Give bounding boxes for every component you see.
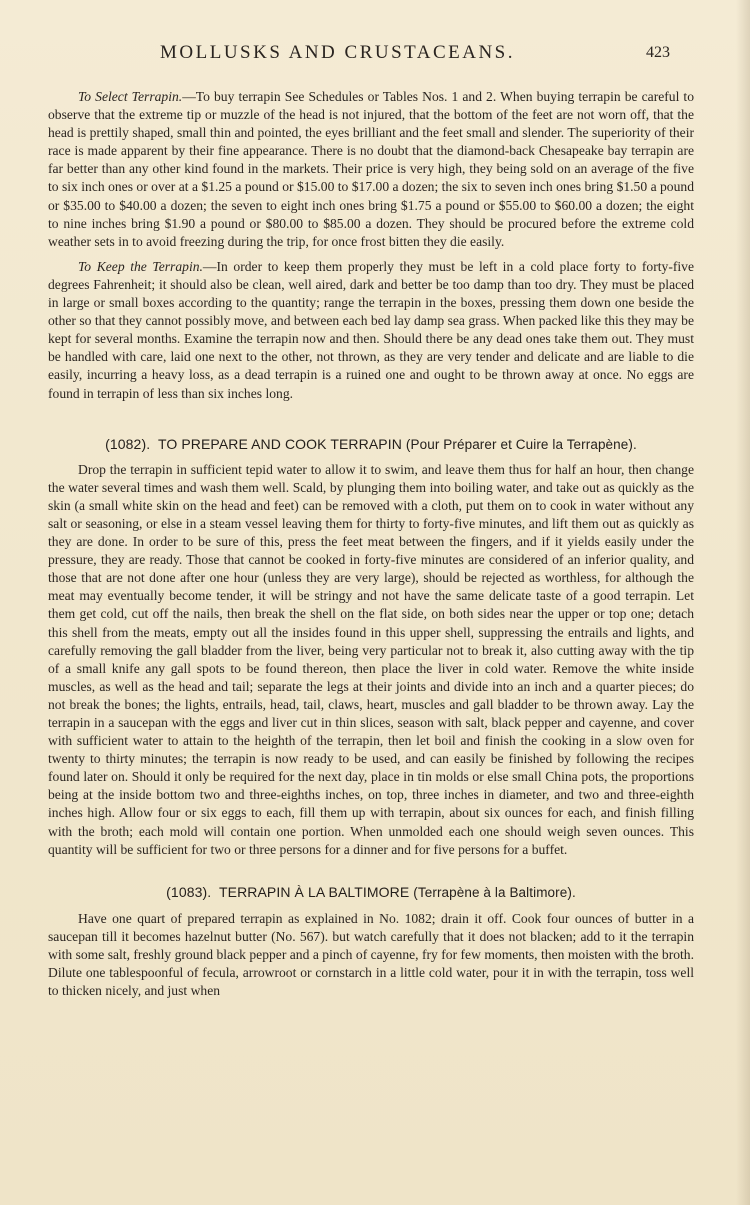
- recipe-number: (1082).: [105, 435, 151, 452]
- page-body: [48, 88, 694, 1000]
- recipe-number: (1083).: [166, 883, 212, 900]
- paragraph-text: —To buy terrapin See Schedules or Tables Nos. 1 and 2. When buying terrapin be careful to observe that the extreme tip or muzzle of the head is not injured, that the bottom of the feet are not worn off, that the head is prettily shaped, small thin and pointed, the eyes brilliant and the feet small and slender. The superiority of their race is made apparent by their fine appearance. There is no doubt that the diamond-back Chesapeake bay terrapin are far better than any other kind found in the markets. Their price is very high, they being sold on an average of the five to six inch ones or over at a $1.25 a pound or $15.00 to $17.00 a dozen; the six to seven inch ones bring $1.50 a pound or $35.00 to $40.00 a dozen; the seven to eight inch ones bring $1.75 a pound or $55.00 to $60.00 a dozen; the eight to nine inches bring $1.90 a pound or $80.00 to $85.00 a dozen. They should be procured before the extreme cold weather sets in to avoid freezing during the trip, for once frost bitten they die easily.: [48, 89, 694, 249]
- recipe-heading-1082: [48, 435, 694, 454]
- running-head: [0, 42, 750, 68]
- page-number: 423: [646, 44, 670, 61]
- paragraph-select-terrapin: [48, 88, 694, 251]
- recipe-title: TO PREPARE AND COOK TERRAPIN: [157, 435, 402, 452]
- recipe-french-title: (Terrapène à la Baltimore).: [413, 884, 576, 900]
- paragraph-text: —In order to keep them properly they must be left in a cold place forty to forty-five degrees Fahrenheit; it should also be clean, well aired, dark and better be too damp than too dry. They must be placed in large or small boxes according to the quantity; range the terrapin in the boxes, pressing them down one beside the other so that they cannot possibly move, and between each bed lay damp sea grass. When packed like this they may be kept for several months. Examine the terrapin now and then. Should there be any dead ones take them out. They must be handled with care, laid one next to the other, not thrown, as they are very tender and delicate and are liable to die easily, incurring a heavy loss, as a dead terrapin is a ruined one and ought to be thrown away at once. No eggs are found in terrapin of less than six inches long.: [48, 258, 694, 401]
- recipe-french-title: (Pour Préparer et Cuire la Terrapène).: [405, 436, 637, 452]
- paragraph-keep-terrapin: [48, 258, 694, 403]
- running-title: MOLLUSKS AND CRUSTACEANS.: [160, 42, 515, 63]
- page-edge-shadow: [736, 0, 750, 1205]
- recipe-heading-1083: [48, 883, 694, 902]
- recipe-title: TERRAPIN À LA BALTIMORE: [218, 883, 410, 900]
- paragraph-lead: To Keep the Terrapin.: [78, 258, 203, 274]
- recipe-body-1082: Drop the terrapin in sufficient tepid water to allow it to swim, and leave them thus for half an hour, then change the water several times and wash them well. Scald, by plunging them into boiling water, and take out as quickly as the skin (a small white skin on the head and feet) can be removed with a cloth, put them on to cook in water without any salt or seasoning, or else in a steam vessel leaving them for thirty to forty-five minutes, and lift them out as quickly as they are done. In order to be sure of this, press the feet meat between the fingers, and if it yields easily under the pressure, they are ready. Those that cannot be cooked in forty-five minutes are considered of an inferior quality, and those that are not done after one hour (unless they are very large), should be rejected as worthless, for although the meat may eventually become tender, it will be stringy and not have the same delicate taste of a good terrapin. Let them get cold, cut off the nails, then break the shell on the flat side, on both sides near the upper or top one; detach this shell from the meats, empty out all the insides found in this upper shell, suppressing the entrails and lights, and carefully removing the gall bladder from the liver, being very particular not to break it, also cutting away with the tip of a small knife any gall spots to be found thereon, then place the liver in cold water. Remove the white inside muscles, as well as the head and tail; separate the legs at their joints and divide into an inch and a quarter pieces; do not break the bones; the lights, entrails, head, tail, claws, heart, muscles and gall bladder to be thrown away. Lay the terrapin in a saucepan with the eggs and liver cut in thin slices, season with salt, black pepper and cayenne, and cover with sufficient water to attain to the heighth of the terrapin, then let boil and finish the cooking in a slow oven for twenty to thirty minutes; the terrapin is now ready to be used, and can easily be finished by following the recipes found later on. Should it only be required for the next day, place in tin molds or else small China pots, the proportions being at the inside bottom two and three-eighths inches, on top, three inches in diameter, and two and three-eighth inches high. Allow four or six eggs to each, fill them up with terrapin, about six ounces for each, and finish filling with the broth; each mold will contain one portion. When unmolded each one should weigh seven ounces. This quantity will be sufficient for two or three persons for a dinner and for five persons for a buffet.: [48, 461, 694, 857]
- recipe-body-1083: Have one quart of prepared terrapin as explained in No. 1082; drain it off. Cook four ounces of butter in a saucepan till it becomes hazelnut butter (No. 567). but watch carefully that it does not blacken; add to it the terrapin with some salt, freshly ground black pepper and a pinch of cayenne, fry for few moments, then moisten with the broth. Dilute one tablespoonful of fecula, arrowroot or cornstarch in a little cold water, pour it in with the terrapin, toss well to thicken nicely, and just when: [48, 910, 694, 999]
- paragraph-lead: To Select Terrapin.: [78, 89, 183, 104]
